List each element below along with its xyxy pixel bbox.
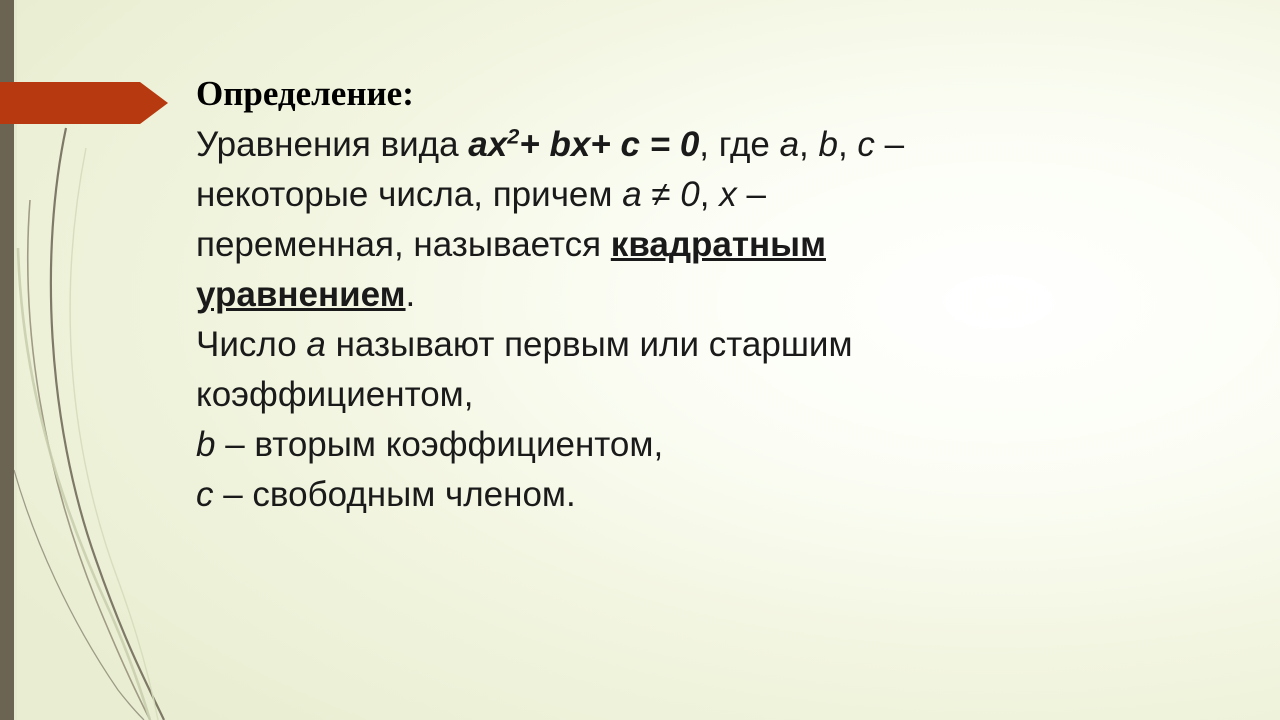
- definition-line-1: [196, 120, 1206, 170]
- slide-text-block: [196, 68, 1206, 520]
- text-run: – свободным членом.: [213, 475, 576, 514]
- var-c: c: [857, 125, 875, 164]
- text-run: коэффициентом,: [196, 375, 474, 414]
- text-run: Уравнения вида: [196, 125, 469, 164]
- formula-run: $ax^2+ bx+ c = 0$: [468, 123, 700, 164]
- var-x: x: [719, 175, 737, 214]
- definition-line-4: [196, 270, 1206, 320]
- definition-line-3: [196, 220, 1206, 270]
- text-run: ,: [699, 175, 720, 214]
- definition-line-5: [196, 320, 1206, 370]
- text-run: –: [874, 125, 905, 164]
- text-run: , где: [699, 125, 780, 164]
- var-b: b: [818, 125, 838, 164]
- text-run: переменная, называется: [196, 225, 611, 264]
- term-kvadratnym: квадратным: [610, 225, 826, 264]
- definition-line-7: [196, 420, 1206, 470]
- var-a: a: [306, 325, 326, 364]
- definition-line-6: [196, 370, 1206, 420]
- var-a: a: [779, 125, 800, 164]
- definition-line-2: [196, 170, 1206, 220]
- definition-title: Определение:: [196, 74, 414, 113]
- text-run: ,: [799, 125, 819, 164]
- text-run: некоторые числа, причем: [196, 175, 623, 214]
- bullet-arrow-icon: [0, 78, 170, 128]
- definition-line-8: [196, 470, 1206, 520]
- text-run: – вторым коэффициентом,: [215, 425, 664, 464]
- text-run: –: [736, 175, 766, 214]
- text-run: Число: [196, 325, 307, 364]
- term-uravneniem: уравнением: [196, 275, 406, 314]
- text-run: ,: [837, 125, 858, 164]
- var-b: b: [196, 425, 216, 464]
- condition-a-not-zero: a ≠ 0: [622, 175, 700, 214]
- var-c: c: [196, 475, 214, 514]
- text-run: называют первым или старшим: [325, 325, 853, 364]
- text-run: .: [405, 275, 416, 314]
